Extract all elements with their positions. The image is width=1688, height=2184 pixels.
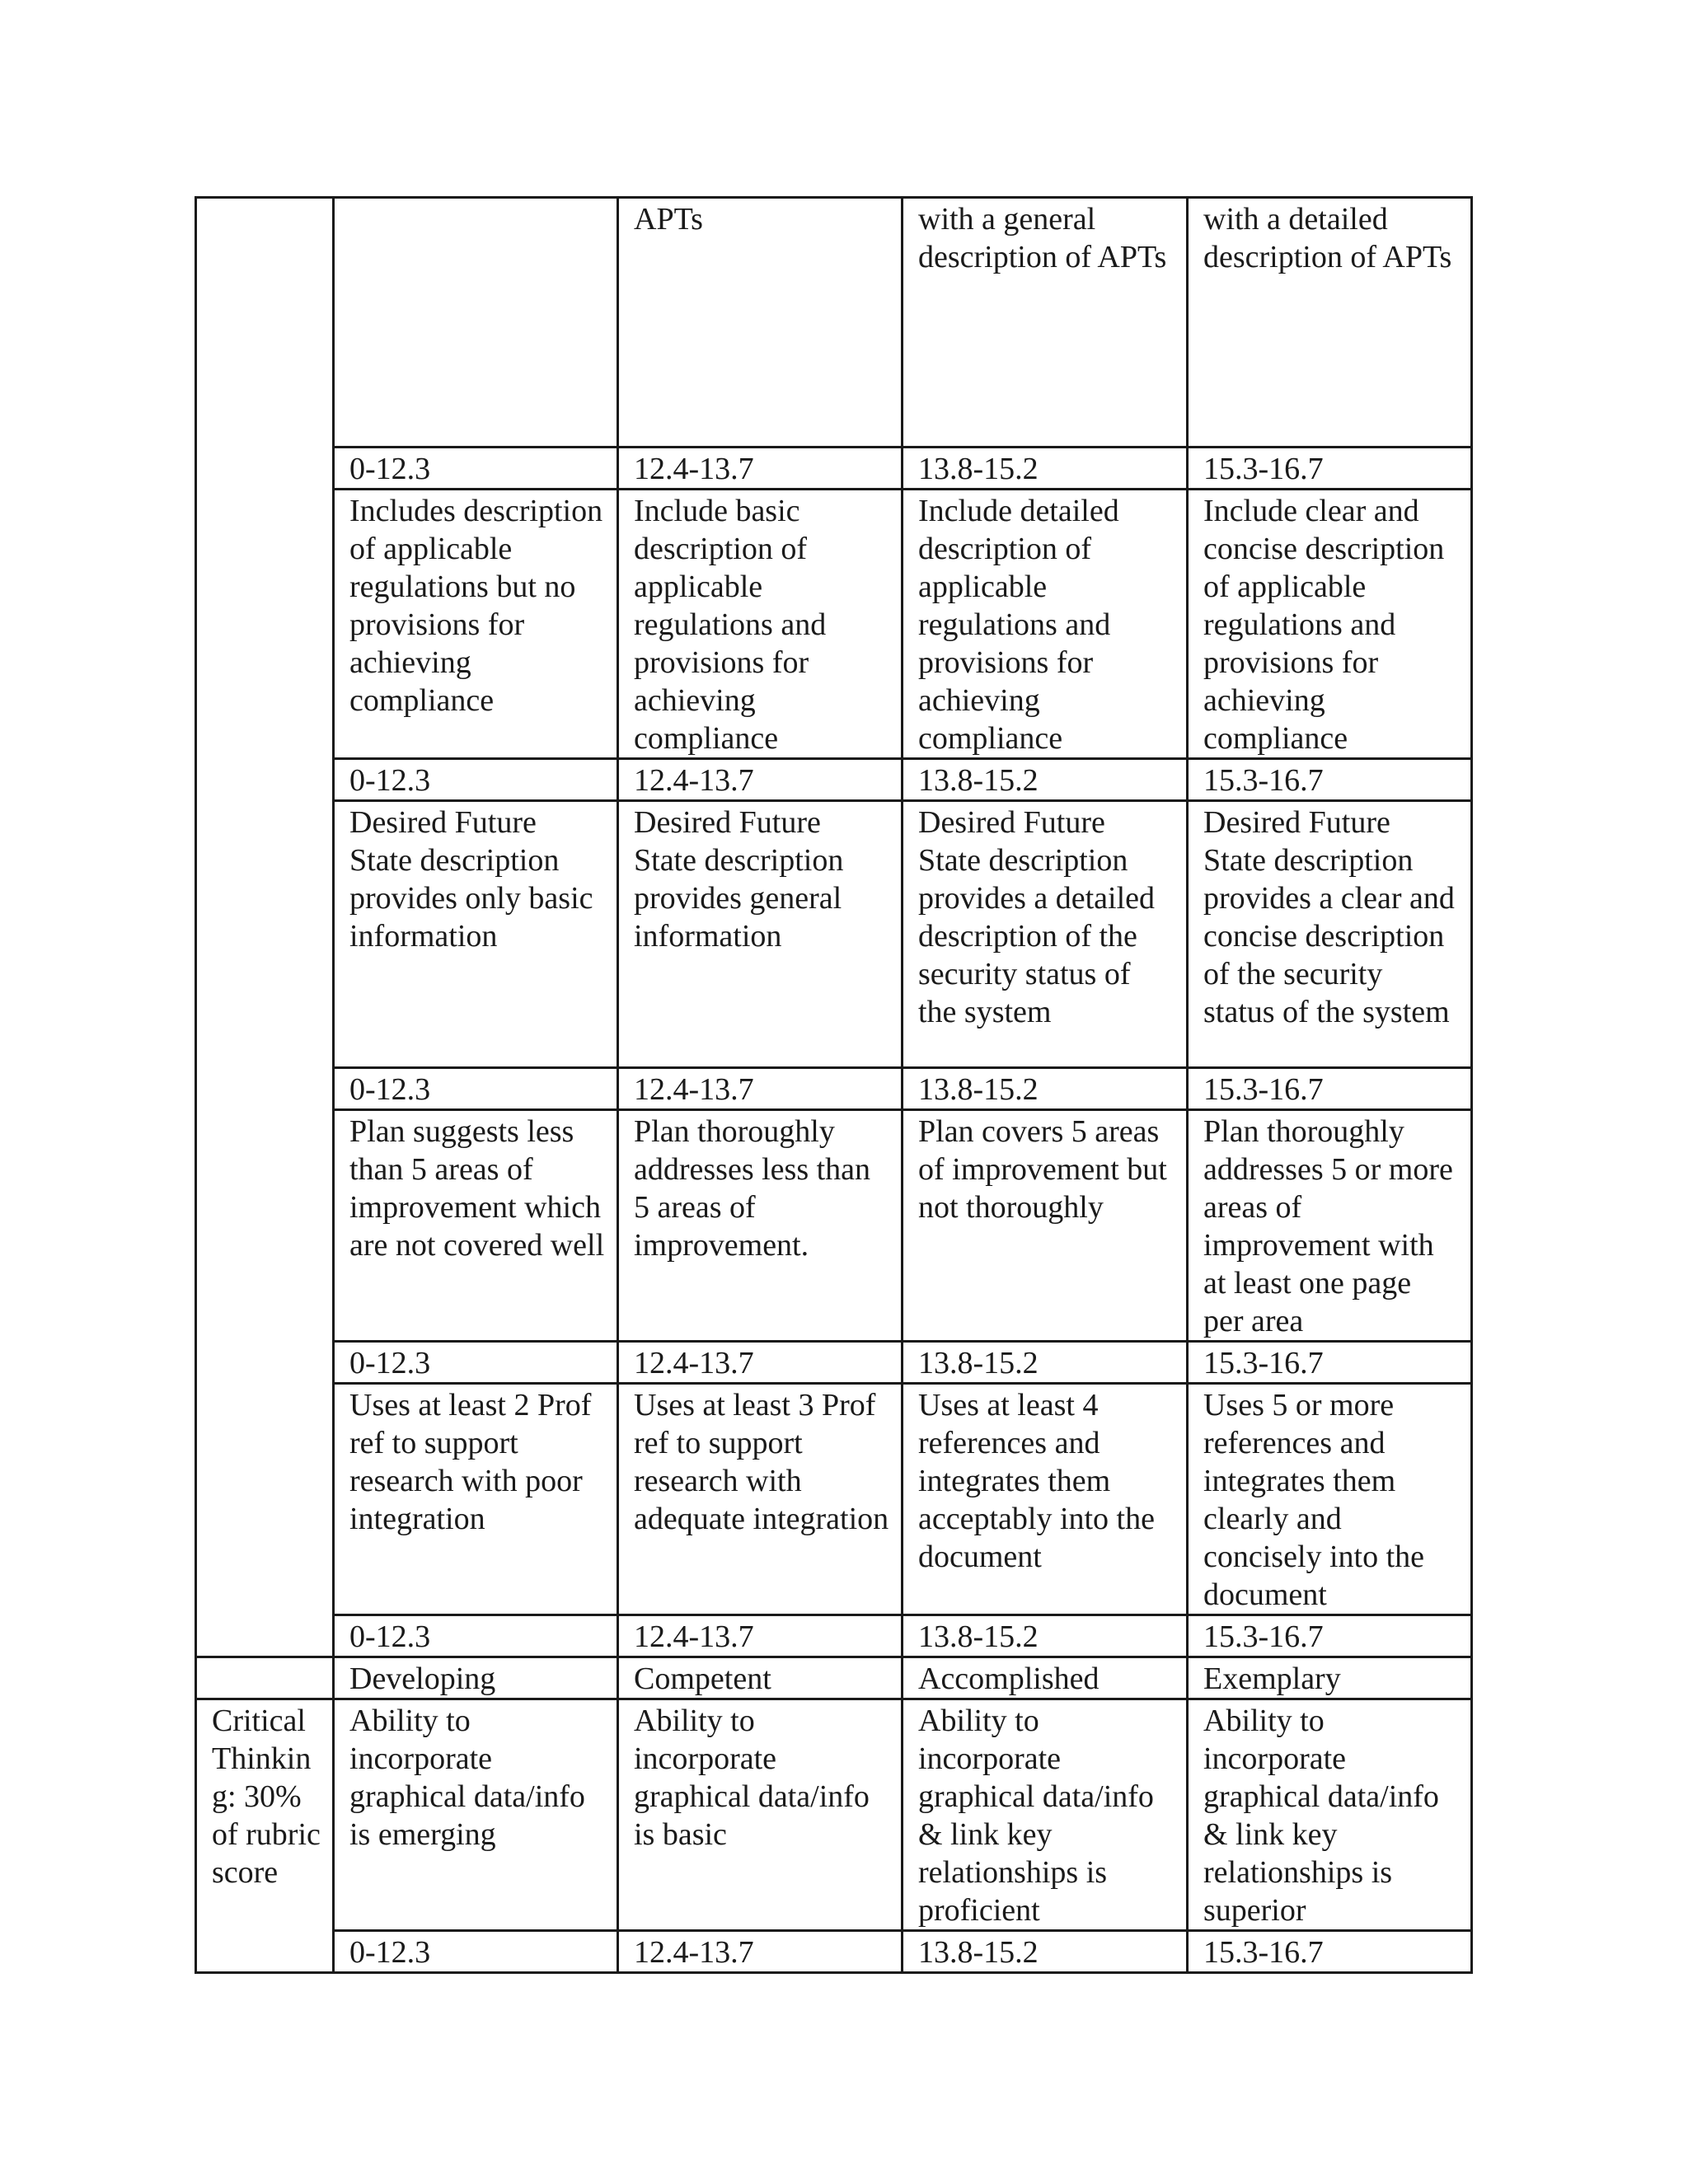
score-cell: 13.8-15.2 [903, 1931, 1188, 1973]
rubric-cell: Desired Future State description provides a detailed description of the security status of the system [903, 801, 1188, 1068]
score-cell: 13.8-15.2 [903, 1615, 1188, 1657]
rubric-table [195, 196, 1473, 1974]
rubric-cell: Desired Future State description provides only basic information [334, 801, 618, 1068]
score-cell: 15.3-16.7 [1188, 1342, 1472, 1384]
table-row [196, 198, 1472, 448]
score-row [196, 448, 1472, 490]
score-cell: 0-12.3 [334, 1068, 618, 1110]
rubric-cell: Plan thoroughly addresses 5 or more areas of improvement with at least one page per area [1188, 1110, 1472, 1342]
score-cell: 0-12.3 [334, 759, 618, 801]
score-cell: 0-12.3 [334, 1615, 618, 1657]
score-cell: 12.4-13.7 [618, 759, 903, 801]
table-row [196, 801, 1472, 1068]
rubric-cell: Uses at least 2 Prof ref to support research with poor integration [334, 1384, 618, 1615]
score-row [196, 1931, 1472, 1973]
rubric-cell: Desired Future State description provides general information [618, 801, 903, 1068]
rubric-cell: Uses 5 or more references and integrates them clearly and concisely into the document [1188, 1384, 1472, 1615]
score-cell: 0-12.3 [334, 1342, 618, 1384]
table-row [196, 1384, 1472, 1615]
score-cell: 15.3-16.7 [1188, 448, 1472, 490]
rubric-cell [334, 198, 618, 448]
score-row [196, 759, 1472, 801]
score-cell: 13.8-15.2 [903, 1068, 1188, 1110]
rubric-cell: Plan covers 5 areas of improvement but not thoroughly [903, 1110, 1188, 1342]
score-cell: 13.8-15.2 [903, 759, 1188, 801]
rubric-cell: Include basic description of applicable regulations and provisions for achieving compliance [618, 490, 903, 759]
score-cell: 13.8-15.2 [903, 448, 1188, 490]
rubric-cell: Uses at least 3 Prof ref to support research with adequate integration [618, 1384, 903, 1615]
score-cell: 12.4-13.7 [618, 1615, 903, 1657]
rubric-cell: Plan suggests less than 5 areas of improvement which are not covered well [334, 1110, 618, 1342]
score-row [196, 1615, 1472, 1657]
score-cell: 12.4-13.7 [618, 1068, 903, 1110]
score-cell: 15.3-16.7 [1188, 1068, 1472, 1110]
score-cell: 12.4-13.7 [618, 1931, 903, 1973]
rubric-cell: Desired Future State description provides a clear and concise description of the security status of the system [1188, 801, 1472, 1068]
score-cell: 15.3-16.7 [1188, 759, 1472, 801]
rubric-cell: Ability to incorporate graphical data/info is basic [618, 1699, 903, 1931]
rubric-cell: Ability to incorporate graphical data/info & link key relationships is superior [1188, 1699, 1472, 1931]
rubric-cell: Include detailed description of applicable regulations and provisions for achieving compliance [903, 490, 1188, 759]
score-cell: 12.4-13.7 [618, 1342, 903, 1384]
levels-row-empty [196, 1657, 334, 1699]
table-row [196, 1699, 1472, 1931]
level-competent: Competent [618, 1657, 903, 1699]
score-cell: 13.8-15.2 [903, 1342, 1188, 1384]
rubric-cell: Ability to incorporate graphical data/info & link key relationships is proficient [903, 1699, 1188, 1931]
level-exemplary: Exemplary [1188, 1657, 1472, 1699]
rubric-cell: Uses at least 4 references and integrates them acceptably into the document [903, 1384, 1188, 1615]
levels-row [196, 1657, 1472, 1699]
criterion-cell-empty [196, 198, 334, 1657]
score-cell: 12.4-13.7 [618, 448, 903, 490]
table-row [196, 1110, 1472, 1342]
rubric-cell: with a general description of APTs [903, 198, 1188, 448]
level-accomplished: Accomplished [903, 1657, 1188, 1699]
rubric-cell: with a detailed description of APTs [1188, 198, 1472, 448]
rubric-cell: Plan thoroughly addresses less than 5 areas of improvement. [618, 1110, 903, 1342]
score-row [196, 1342, 1472, 1384]
rubric-cell: Include clear and concise description of applicable regulations and provisions for achieving compliance [1188, 490, 1472, 759]
rubric-cell: Ability to incorporate graphical data/info is emerging [334, 1699, 618, 1931]
score-cell: 15.3-16.7 [1188, 1615, 1472, 1657]
table-row [196, 490, 1472, 759]
score-cell: 0-12.3 [334, 448, 618, 490]
rubric-cell: APTs [618, 198, 903, 448]
criterion-label: Critical Thinkin g: 30% of rubric score [196, 1699, 334, 1973]
score-cell: 15.3-16.7 [1188, 1931, 1472, 1973]
score-cell: 0-12.3 [334, 1931, 618, 1973]
level-developing: Developing [334, 1657, 618, 1699]
rubric-cell: Includes description of applicable regulations but no provisions for achieving compliance [334, 490, 618, 759]
score-row [196, 1068, 1472, 1110]
